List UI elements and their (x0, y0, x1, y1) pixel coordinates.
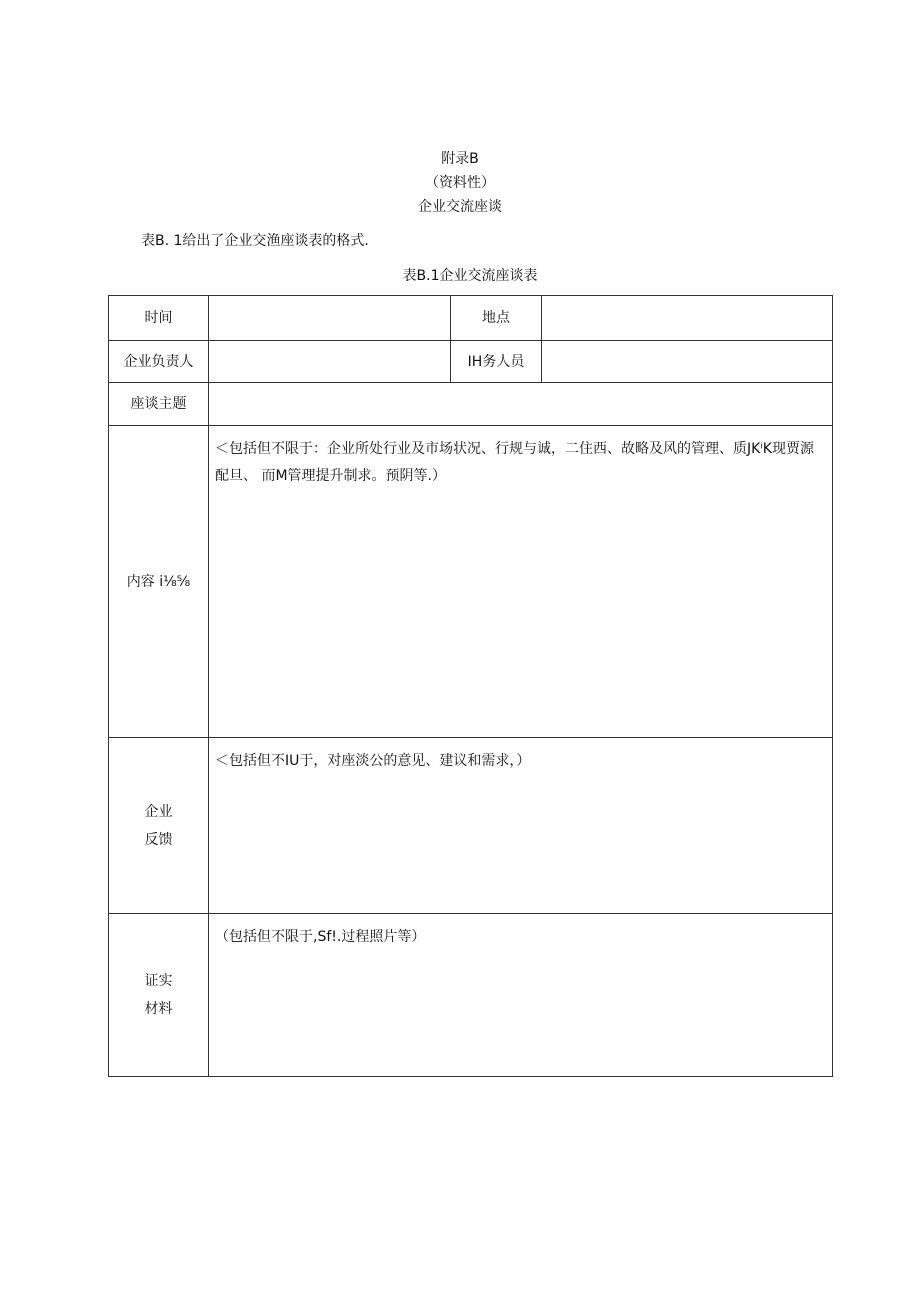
table-row-topic (109, 383, 833, 426)
place-label: 地点 (451, 296, 542, 341)
table-row-content (109, 426, 833, 738)
appendix-heading: 附录B (441, 151, 479, 167)
topic-value-cell[interactable] (209, 383, 833, 426)
leader-value-cell[interactable] (209, 341, 451, 383)
table-caption: 表B.1企业交流座谈表 (402, 268, 538, 284)
evidence-label-line2: 材料 (144, 1001, 173, 1017)
staff-label: IH务人员 (451, 341, 542, 383)
exchange-form-table (108, 295, 833, 1077)
evidence-label (109, 914, 209, 1077)
appendix-nature: （资料性） (425, 175, 495, 191)
feedback-label-line1: 企业 (144, 803, 173, 820)
evidence-label-line1: 证实 (144, 973, 173, 989)
intro-paragraph: 表B. 1给出了企业交渔座谈表的格式. (141, 233, 369, 249)
content-note[interactable]: ＜包括但不限于：企业所处行业及市场状况、行规与诚，二住西、故略及风的管理、质JKⁱK现贾源配旦、 而M管理提升制求。预阴等.） (209, 426, 833, 738)
topic-label: 座谈主题 (109, 383, 209, 426)
feedback-note[interactable]: ＜包括但不IU于，对座淡公的意见、建议和需求，） (209, 738, 833, 914)
table-row-time (109, 296, 833, 341)
table-row-evidence (109, 914, 833, 1077)
feedback-label-line2: 反馈 (144, 831, 173, 848)
evidence-note[interactable]: （包括但不限于,Sf!.过程照片等） (209, 914, 833, 1077)
staff-value-cell[interactable] (542, 341, 833, 383)
place-value-cell[interactable] (542, 296, 833, 341)
table-row-people (109, 341, 833, 383)
appendix-title: 企业交流座谈 (418, 199, 502, 215)
time-label: 时间 (109, 296, 209, 341)
feedback-label (109, 738, 209, 914)
table-row-feedback (109, 738, 833, 914)
time-value-cell[interactable] (209, 296, 451, 341)
leader-label: 企业负责人 (109, 341, 209, 383)
content-label: 内容 i⅛⅝ (109, 426, 209, 738)
